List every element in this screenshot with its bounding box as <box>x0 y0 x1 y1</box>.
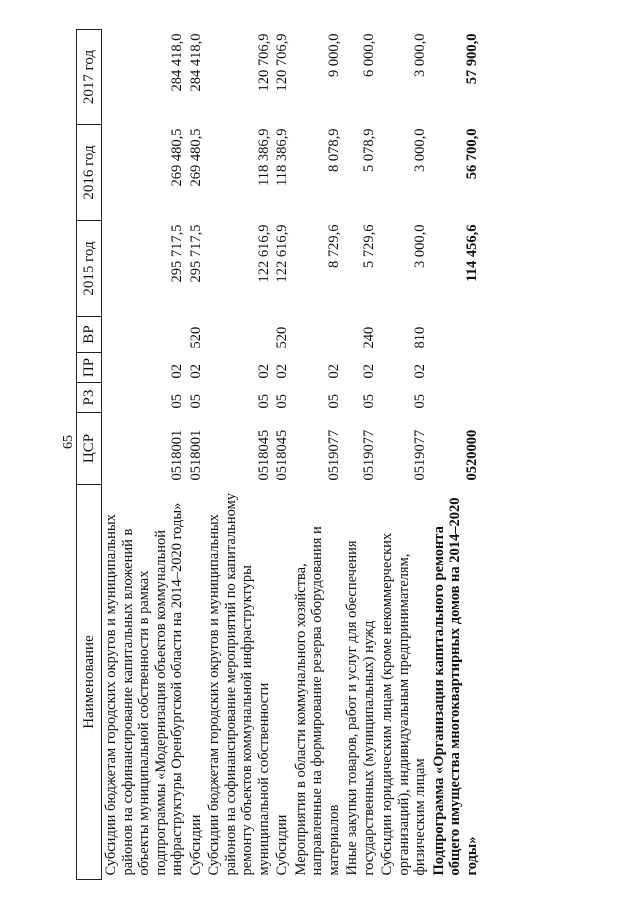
header-name: Наименование <box>77 485 102 880</box>
header-pr: ПР <box>77 353 102 383</box>
header-2016: 2016 год <box>77 125 102 221</box>
row-name: Субсидии юридическим лицам (кроме некоммерческих организаций), индивидуальным предпринимателям, физическим лицам <box>379 532 428 876</box>
row-rz: 05 <box>169 394 185 409</box>
table-row <box>430 30 482 880</box>
row-rz: 05 <box>255 394 272 409</box>
rotated-table-frame <box>76 30 486 880</box>
row-2015: 122 616,9 <box>274 224 290 283</box>
row-csr: 0520000 <box>463 429 480 481</box>
row-2016: 269 480,5 <box>169 128 185 187</box>
table-row <box>343 30 378 880</box>
row-vr <box>292 317 344 353</box>
row-2015: 122 616,9 <box>255 224 272 283</box>
table-row <box>273 30 292 880</box>
row-2017: 284 418,0 <box>187 33 204 92</box>
row-2016: 118 386,9 <box>255 128 272 186</box>
row-2016: 5 078,9 <box>360 128 377 172</box>
row-csr: 0519077 <box>325 429 342 481</box>
row-pr: 02 <box>274 364 290 379</box>
header-csr: ЦСР <box>77 413 102 485</box>
row-2017: 9 000,0 <box>325 33 342 77</box>
row-2015: 295 717,5 <box>187 224 204 283</box>
row-name: Мероприятия в области коммунального хозяйства, направленные на формирование резерва оборудования и материалов <box>292 526 342 876</box>
row-name: Субсидии <box>274 814 290 876</box>
row-vr: 240 <box>360 326 377 349</box>
row-csr: 0518001 <box>187 429 204 481</box>
row-name: Подпрограмма «Организация капитального ремонта общего имущества многоквартирных домов на 2014–2020 годы» <box>430 497 480 876</box>
row-vr <box>102 317 187 353</box>
row-name: Субсидии бюджетам городских округов и муниципальных районов на софинансирование капитальных вложений в объекты муниципальной собственности в рамках подпрограммы «Модернизация объектов коммунальной инфраструктуры Оренбургской области на 2014–2020 годы» <box>103 502 185 876</box>
row-2017: 120 706,9 <box>274 33 290 92</box>
row-vr <box>430 317 482 353</box>
row-rz: 05 <box>274 394 290 409</box>
row-csr: 0518001 <box>169 429 185 481</box>
row-vr: 520 <box>187 326 204 349</box>
table-row <box>187 30 206 880</box>
row-pr: 02 <box>325 364 342 379</box>
row-vr <box>205 317 273 353</box>
budget-table <box>76 29 481 880</box>
table-body <box>102 30 482 880</box>
row-2015: 5 729,6 <box>360 224 377 268</box>
table-row <box>102 30 187 880</box>
row-rz: 05 <box>187 394 204 409</box>
row-pr <box>430 353 482 383</box>
page-number: 65 <box>61 435 76 449</box>
row-2017: 57 900,0 <box>463 33 480 85</box>
row-pr: 02 <box>255 364 272 379</box>
row-2016: 56 700,0 <box>463 128 480 180</box>
row-rz: 05 <box>412 394 428 409</box>
table-row <box>205 30 273 880</box>
row-pr: 02 <box>187 364 204 379</box>
row-pr: 02 <box>412 364 428 379</box>
row-2016: 118 386,9 <box>274 128 290 186</box>
row-2017: 120 706,9 <box>255 33 272 92</box>
row-2017: 6 000,0 <box>360 33 377 77</box>
row-rz <box>430 383 482 413</box>
row-vr: 810 <box>412 326 428 349</box>
table-row <box>292 30 344 880</box>
header-2015: 2015 год <box>77 221 102 317</box>
header-2017: 2017 год <box>77 30 102 125</box>
row-2017: 3 000,0 <box>412 33 428 77</box>
row-csr: 0519077 <box>412 429 428 481</box>
header-vr: ВР <box>77 317 102 353</box>
row-vr: 520 <box>274 326 290 349</box>
row-name: Иные закупки товаров, работ и услуг для обеспечения государственных (муниципальных) нужд <box>344 540 377 876</box>
row-2016: 8 078,9 <box>325 128 342 172</box>
row-csr: 0518045 <box>274 429 290 481</box>
row-name: Субсидии бюджетам городских округов и муниципальных районов на софинансирование мероприятий по капитальному ремонту объектов коммунальной инфраструктуры муниципальной собственности <box>206 492 272 876</box>
table-header-row <box>77 30 102 880</box>
row-2015: 295 717,5 <box>169 224 185 283</box>
row-pr: 02 <box>360 364 377 379</box>
row-csr: 0519077 <box>360 429 377 481</box>
row-2015: 3 000,0 <box>412 224 428 268</box>
row-name: Субсидии <box>187 814 204 876</box>
row-2016: 269 480,5 <box>187 128 204 187</box>
row-pr: 02 <box>169 364 185 379</box>
row-2015: 8 729,6 <box>325 224 342 268</box>
row-rz: 05 <box>325 394 342 409</box>
row-2017: 284 418,0 <box>169 33 185 92</box>
row-csr: 0518045 <box>255 429 272 481</box>
row-2015: 114 456,6 <box>463 224 480 282</box>
header-rz: РЗ <box>77 383 102 413</box>
row-rz: 05 <box>360 394 377 409</box>
table-row <box>378 30 430 880</box>
row-2016: 3 000,0 <box>412 128 428 172</box>
